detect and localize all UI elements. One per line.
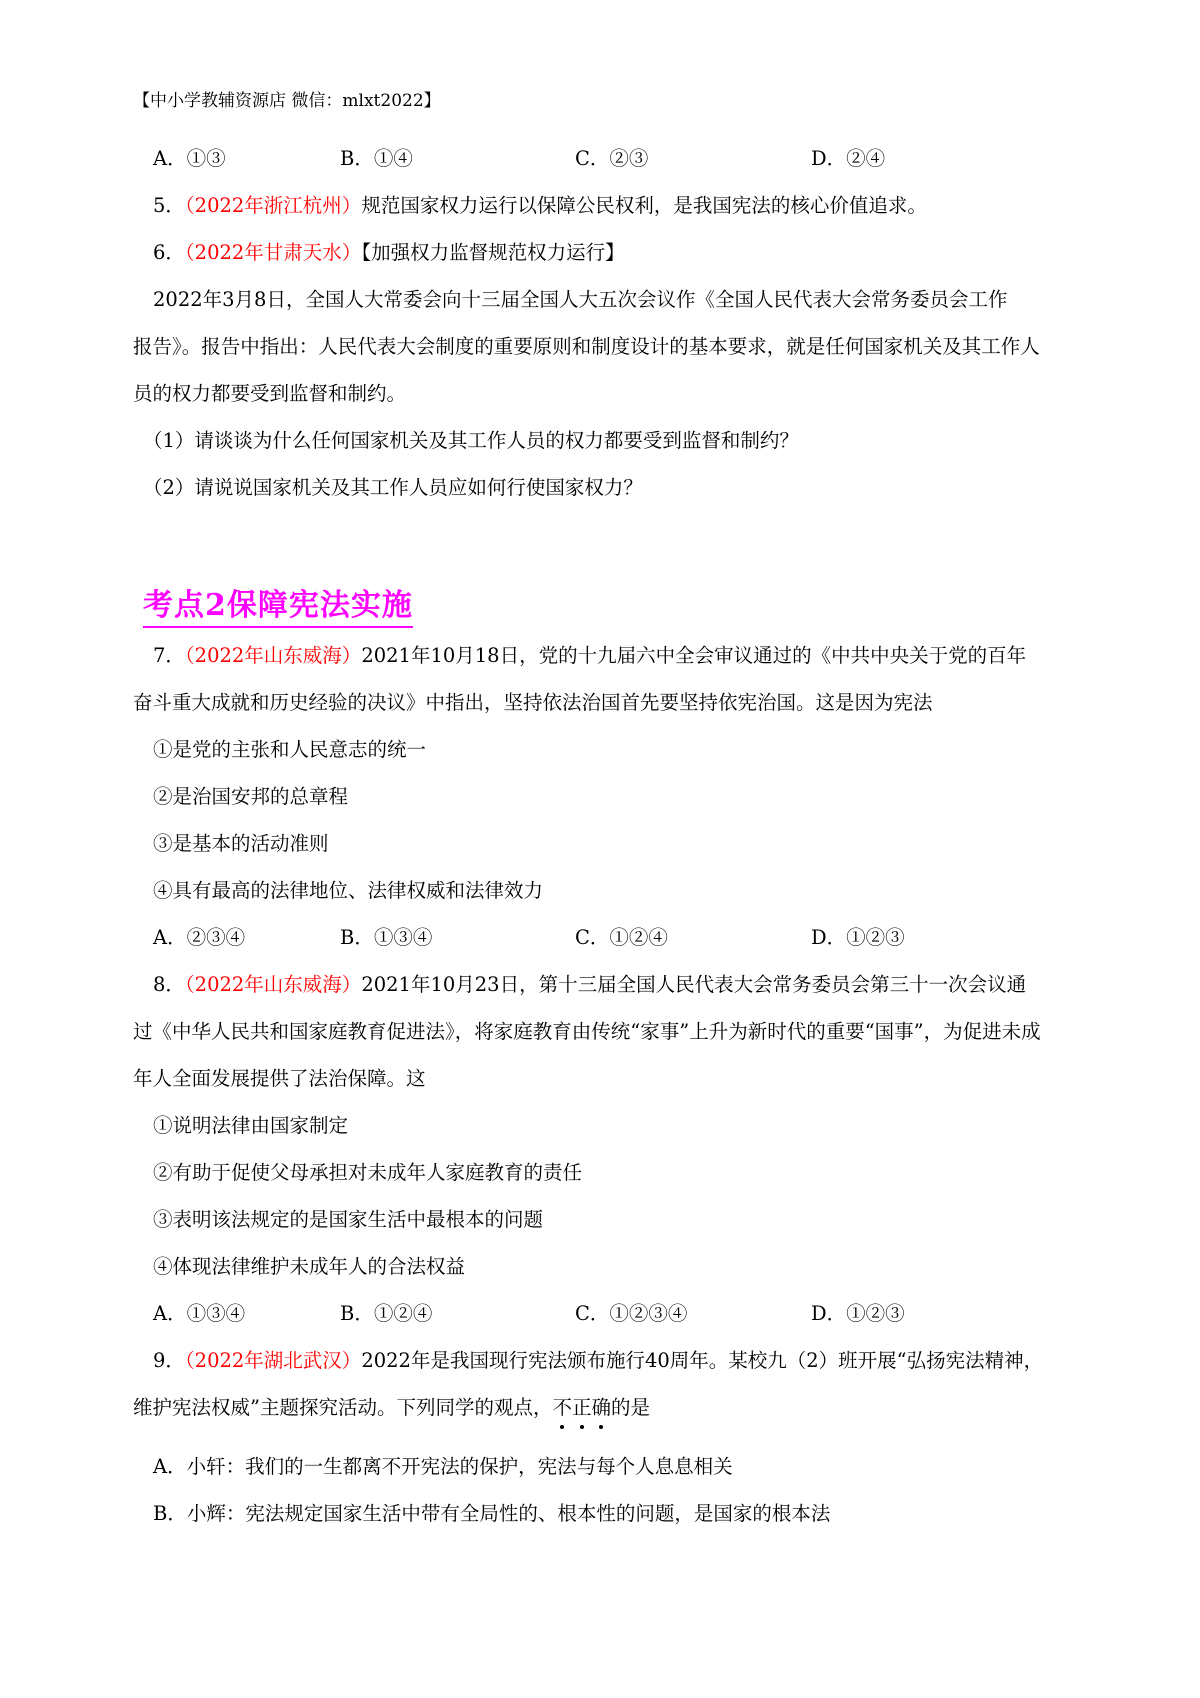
q8-option-c[interactable]: C．①②③④ [575, 1302, 688, 1325]
q4-option-c[interactable]: C．②③ [575, 147, 649, 170]
question-8 [153, 969, 1026, 997]
q4-option-a[interactable]: A．①③ [153, 147, 226, 170]
emphasis-char-text: 不 [552, 1396, 572, 1419]
question-9 [153, 1345, 1043, 1373]
q8-item: ④体现法律维护未成年人的合法权益 [153, 1255, 466, 1278]
section-title: 考点2保障宪法实施 [143, 580, 413, 628]
q7-option-a[interactable]: A．②③④ [153, 926, 246, 949]
question-6 [153, 237, 625, 265]
q7-option-b[interactable]: B．①③④ [340, 926, 433, 949]
q9-option-a[interactable]: A．小轩：我们的一生都离不开宪法的保护，宪法与每个人息息相关 [153, 1455, 733, 1478]
q8-item: ①说明法律由国家制定 [153, 1114, 349, 1137]
q8-option-b[interactable]: B．①②④ [340, 1302, 433, 1325]
question-text: 规范国家权力运行以保障公民权利，是我国宪法的核心价值追求。 [361, 194, 927, 217]
emphasis-char [592, 1396, 612, 1419]
page-header: 【中小学教辅资源店 微信：mlxt2022】 [133, 91, 441, 111]
emphasis-dot [599, 1425, 603, 1429]
q6-paragraph-line: 员的权力都要受到监督和制约。 [133, 382, 407, 405]
q8-option-a[interactable]: A．①③④ [153, 1302, 246, 1325]
question-text: 2021年10月18日，党的十九届六中全会审议通过的《中共中央关于党的百年 [361, 644, 1027, 667]
emphasis-dot [580, 1425, 584, 1429]
q8-item: ②有助于促使父母承担对未成年人家庭教育的责任 [153, 1161, 583, 1184]
emphasis-dot [560, 1425, 564, 1429]
q7-text-line: 奋斗重大成就和历史经验的决议》中指出，坚持依法治国首先要坚持依宪治国。这是因为宪法 [133, 691, 933, 714]
q7-option-d[interactable]: D．①②③ [811, 926, 905, 949]
emphasis-char [552, 1396, 572, 1419]
q6-paragraph-line: 2022年3月8日，全国人大常委会向十三届全国人大五次会议作《全国人民代表大会常务委员会工作 [153, 288, 1008, 311]
question-number: 5． [153, 194, 185, 217]
q8-option-d[interactable]: D．①②③ [811, 1302, 905, 1325]
q9-text-line [133, 1392, 1095, 1420]
q8-text-line: 年人全面发展提供了法治保障。这 [133, 1067, 426, 1090]
question-7 [153, 640, 1026, 668]
q6-subquestion-1: （1）请谈谈为什么任何国家机关及其工作人员的权力都要受到监督和制约？ [143, 429, 799, 452]
question-text: 2021年10月23日，第十三届全国人民代表大会常务委员会第三十一次会议通 [361, 973, 1027, 996]
emphasis-char-text: 正 [572, 1396, 592, 1419]
emphasis-char-text: 确 [591, 1396, 612, 1419]
question-source: （2022年浙江杭州） [184, 194, 362, 217]
question-number: 7． [153, 644, 185, 667]
q8-item: ③表明该法规定的是国家生活中最根本的问题 [153, 1208, 544, 1231]
q9-option-b[interactable]: B．小辉：宪法规定国家生活中带有全局性的、根本性的问题，是国家的根本法 [153, 1502, 831, 1525]
q6-paragraph-line: 报告》。报告中指出：人民代表大会制度的重要原则和制度设计的基本要求，就是任何国家机关及其工作人 [133, 335, 1040, 358]
question-source: （2022年甘肃天水） [184, 241, 362, 264]
q7-item: ②是治国安邦的总章程 [153, 785, 349, 808]
question-source: （2022年山东威海） [184, 644, 362, 667]
question-number: 6． [153, 241, 185, 264]
question-text: 2022年是我国现行宪法颁布施行40周年。某校九（2）班开展“弘扬宪法精神， [361, 1349, 1044, 1372]
question-number: 9． [153, 1349, 185, 1372]
question-5 [153, 190, 927, 218]
q7-option-c[interactable]: C．①②④ [575, 926, 668, 949]
emphasis-char [572, 1396, 592, 1419]
q4-option-d[interactable]: D．②④ [811, 147, 886, 170]
q7-item: ③是基本的活动准则 [153, 832, 329, 855]
question-title: 【加强权力监督规范权力运行】 [361, 241, 625, 264]
q7-item: ④具有最高的法律地位、法律权威和法律效力 [153, 879, 544, 902]
q4-option-b[interactable]: B．①④ [340, 147, 413, 170]
question-source: （2022年山东威海） [184, 973, 362, 996]
question-number: 8． [153, 973, 185, 996]
q6-subquestion-2: （2）请说说国家机关及其工作人员应如何行使国家权力？ [143, 476, 643, 499]
q9-text-before: 维护宪法权威”主题探究活动。下列同学的观点， [133, 1396, 553, 1419]
question-source: （2022年湖北武汉） [184, 1349, 362, 1372]
q9-text-after: 的是 [611, 1396, 651, 1419]
q7-item: ①是党的主张和人民意志的统一 [153, 738, 427, 761]
q8-text-line: 过《中华人民共和国家庭教育促进法》，将家庭教育由传统“家事”上升为新时代的重要“国事”，为促进未成 [133, 1020, 1041, 1043]
